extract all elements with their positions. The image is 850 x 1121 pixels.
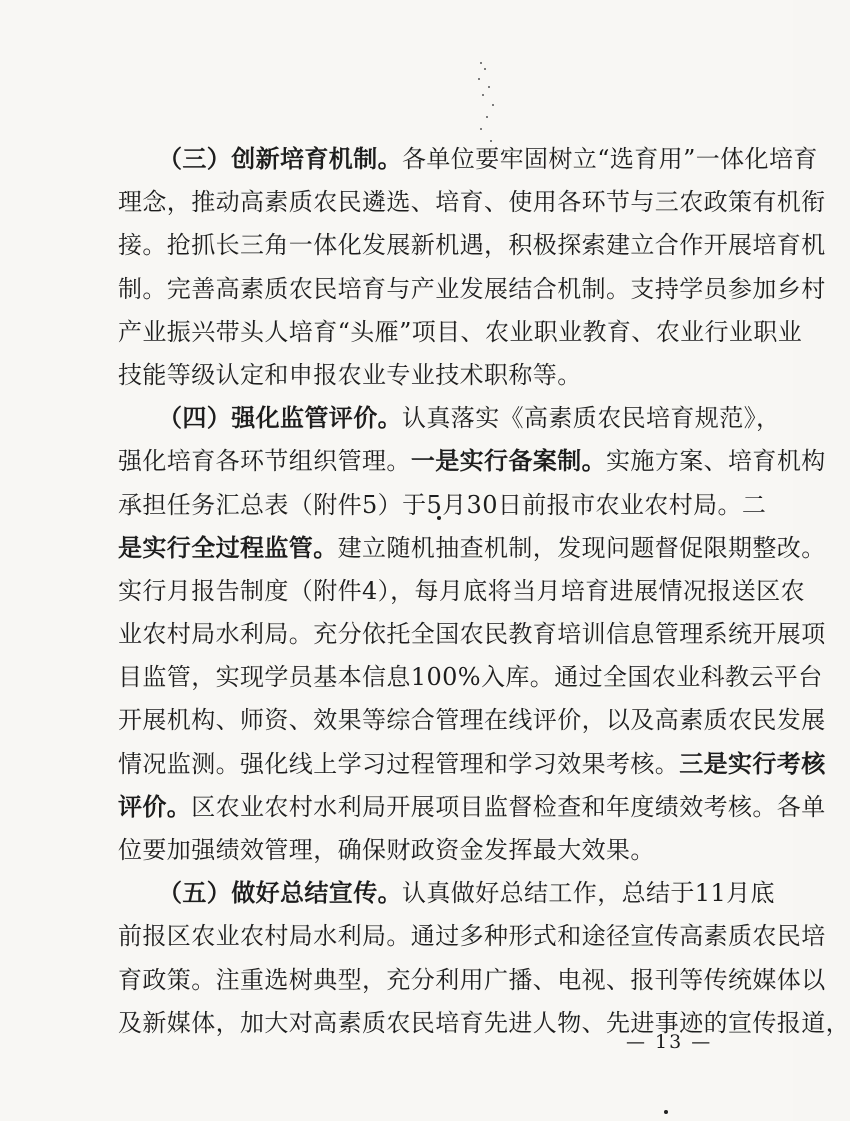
text-segment: 制。完善高素质农民培育与产业发展结合机制。支持学员参加乡村	[118, 274, 826, 303]
text-line	[118, 872, 775, 915]
text-segment: 理念，推动高素质农民遴选、培育、使用各环节与三农政策有机衔	[118, 188, 826, 217]
text-segment: 开展机构、师资、效果等综合管理在线评价，以及高素质农民发展	[118, 706, 826, 735]
scan-speckles	[474, 60, 504, 150]
bold-text-segment: 是实行全过程监管。	[118, 533, 338, 562]
text-segment: 认真做好总结工作，总结于11月底	[402, 879, 775, 908]
text-line	[118, 527, 826, 570]
text-segment: 区农业农村水利局开展项目监督检查和年度绩效考核。各单	[191, 792, 826, 821]
document-content	[118, 138, 850, 1045]
text-line	[118, 829, 698, 872]
text-segment: 接。抢抓长三角一体化发展新机遇，积极探索建立合作开展培育机	[118, 231, 826, 260]
text-segment: 强化培育各环节组织管理。	[118, 447, 411, 476]
text-segment: 实行月报告制度（附件4），每月底将当月培育进展情况报送区农	[118, 576, 805, 605]
text-line	[118, 743, 826, 786]
bold-text-segment: 评价。	[118, 792, 192, 821]
text-segment: 承担任务汇总表（附件5）于5月30日前报市农业农村局。二	[118, 490, 767, 519]
text-segment: 产业振兴带头人培育“头雁”项目、农业职业教育、农业行业职业	[118, 317, 803, 346]
text-segment: 各单位要牢固树立“选育用”一体化培育	[402, 145, 818, 173]
text-line	[118, 786, 826, 829]
text-line	[118, 311, 803, 354]
bold-text-segment: （四）强化监管评价。	[158, 404, 402, 433]
text-segment: 及新媒体，加大对高素质农民培育先进人物、先进事迹的宣传报道，	[118, 1008, 850, 1037]
document-section	[118, 138, 826, 397]
text-segment: 认真落实《高素质农民培育规范》，	[402, 404, 781, 433]
text-segment: 建立随机抽查机制，发现问题督促限期整改。	[337, 533, 826, 562]
text-line	[118, 354, 698, 397]
text-line	[118, 656, 823, 699]
text-segment: 目监管，实现学员基本信息100%入库。通过全国农业科教云平台	[118, 663, 823, 692]
text-line	[118, 484, 767, 527]
text-segment: 情况监测。强化线上学习过程管理和学习效果考核。	[118, 749, 680, 778]
page-number: — 13 —	[626, 1031, 713, 1053]
text-segment: 业农村局水利局。充分依托全国农民教育培训信息管理系统开展项	[118, 620, 826, 649]
bold-text-segment: （三）创新培育机制。	[158, 145, 402, 173]
text-line	[118, 224, 826, 267]
text-line	[118, 268, 826, 311]
text-line	[118, 699, 826, 742]
text-line	[118, 181, 826, 224]
text-line	[118, 613, 826, 656]
document-section	[118, 872, 850, 1045]
text-line	[118, 397, 781, 440]
text-segment: 育政策。注重选树典型，充分利用广播、电视、报刊等传统媒体以	[118, 965, 826, 994]
text-line	[118, 440, 826, 483]
text-segment: 技能等级认定和申报农业专业技术职称等。	[118, 360, 582, 389]
bold-text-segment: 一是实行备案制。	[410, 447, 607, 476]
bold-text-segment: （五）做好总结宣传。	[158, 879, 402, 908]
scan-dot	[664, 1110, 668, 1114]
text-segment: 实施方案、培育机构	[606, 447, 826, 476]
text-segment: 前报区农业农村局水利局。通过多种形式和途径宣传高素质农民培	[118, 922, 826, 951]
text-segment: 位要加强绩效管理，确保财政资金发挥最大效果。	[118, 836, 655, 864]
text-line	[118, 959, 826, 1002]
text-line	[118, 138, 818, 181]
text-line	[118, 570, 805, 613]
document-section	[118, 397, 826, 872]
bold-text-segment: 三是实行考核	[679, 749, 826, 778]
text-line	[118, 1002, 850, 1045]
text-line	[118, 915, 826, 958]
